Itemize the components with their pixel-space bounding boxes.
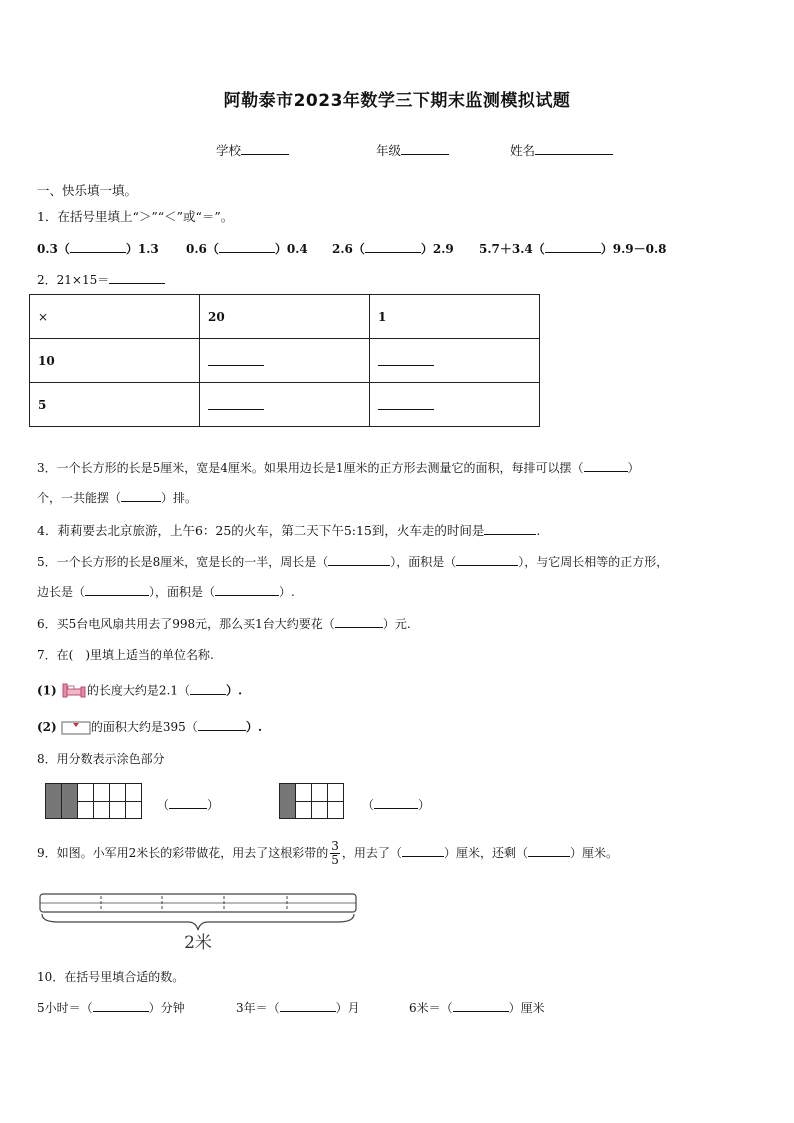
answer-blank[interactable] [378,353,434,366]
grade-blank[interactable] [401,142,449,155]
name-field [510,141,613,159]
q2-prompt: 2．21×15＝ [37,271,165,288]
answer-blank[interactable] [484,522,536,535]
q5-line1: 5．一个长方形的长是8厘米，宽是长的一半，周长是（ ），面积是（ ），与它周长相等的正方形， [37,555,669,569]
grid-cell-shaded [280,801,296,819]
q6-text: 6．买5台电风扇共用去了998元，那么买1台大约要花（ ）元. [37,617,411,631]
q10-item: 3年＝（ ）月 [236,1001,360,1015]
table-cell [200,383,370,427]
answer-blank[interactable] [453,999,509,1012]
answer-blank[interactable] [190,682,226,695]
answer-blank[interactable] [198,718,246,731]
answer-blank[interactable] [378,397,434,410]
grade-label: 年级 [376,143,402,158]
q7-item-2: (2) 的面积大约是395（ ）. [37,720,262,734]
answer-blank[interactable] [328,553,390,566]
q1-item: 0.6（ ）0.4 [186,242,308,256]
q1-item: 5.7＋3.4（ ）9.9－0.8 [479,242,667,256]
q10-prompt: 10．在括号里填合适的数。 [37,970,185,984]
fraction-grid-1-row2 [45,801,142,819]
table-corner: × [30,295,200,339]
grid-cell [312,784,328,802]
answer-blank[interactable] [374,796,418,809]
fraction-grid-2-row2 [279,801,344,819]
q8-answer-2: （ ） [362,798,431,812]
fraction-grid-1 [45,783,142,802]
grid-cell [94,784,110,802]
grid-cell [328,784,344,802]
answer-blank[interactable] [584,459,628,472]
answer-blank[interactable] [280,999,336,1012]
grid-cell [110,784,126,802]
q4-text: 4．莉莉要去北京旅游，上午6：25的火车，第二天下午5:15到，火车走的时间是 . [37,523,541,538]
answer-blank[interactable] [456,553,518,566]
q8-prompt: 8．用分数表示涂色部分 [37,752,165,766]
answer-blank[interactable] [365,240,421,253]
table-cell [370,339,540,383]
q1-item: 2.6（ ）2.9 [332,242,454,256]
q3-line2: 个，一共能摆（ ）排。 [37,491,198,505]
answer-blank[interactable] [545,240,601,253]
multiplication-table [29,294,540,427]
grid-cell [328,801,344,819]
bed-icon [61,681,87,701]
school-blank[interactable] [241,142,289,155]
q3-line1: 3．一个长方形的长是5厘米，宽是4厘米。如果用边长是1厘米的正方形去测量它的面积，每排可以摆（ ） [37,461,640,475]
grid-cell [94,801,110,819]
answer-blank[interactable] [208,353,264,366]
answer-blank[interactable] [93,999,149,1012]
q5-line2: 边长是（ ），面积是（ ）. [37,585,295,599]
grid-cell [296,801,312,819]
grid-cell [126,784,142,802]
grid-cell [78,801,94,819]
q10-item: 6米＝（ ）厘米 [409,1001,545,1015]
page-title: 阿勒泰市2023年数学三下期末监测模拟试题 [223,91,571,111]
grid-cell [126,801,142,819]
table-header: 20 [200,295,370,339]
grid-cell-shaded [280,784,296,802]
q7-prompt: 7．在( )里填上适当的单位名称. [37,648,214,662]
answer-blank[interactable] [169,796,207,809]
grid-cell [110,801,126,819]
grid-cell-shaded [62,784,78,802]
q1-item: 0.3（ ）1.3 [37,242,159,256]
grid-cell-shaded [62,801,78,819]
answer-blank[interactable] [335,615,383,628]
q1-prompt: 1．在括号里填上“＞”“＜”或“＝”。 [37,209,234,224]
grade-field [376,141,449,159]
answer-blank[interactable] [528,844,570,857]
q9-text: 9．如图。小军用2米长的彩带做花，用去了这根彩带的 $\frac{3}{5}$ ，用去了（ ）厘米，还剩（ ）厘米。 [37,839,618,867]
table-row-header: 10 [30,339,200,383]
answer-blank[interactable] [402,844,444,857]
ribbon-length-label: 2米 [184,933,212,952]
grid-cell [312,801,328,819]
answer-blank[interactable] [219,240,275,253]
school-label: 学校 [216,143,242,158]
fraction: $\frac{3}{5}$ [331,839,339,867]
grid-cell-shaded [46,801,62,819]
answer-blank[interactable] [121,489,161,502]
answer-blank[interactable] [109,271,165,284]
section-heading: 一、快乐填一填。 [37,183,138,198]
q7-item-1: (1) 的长度大约是2.1（ ）. [37,681,242,701]
grid-cell [78,784,94,802]
answer-blank[interactable] [85,583,149,596]
name-label: 姓名 [510,143,536,158]
q8-answer-1: （ ） [157,798,220,812]
fraction-grid-2 [279,783,344,802]
table-cell [200,339,370,383]
answer-blank[interactable] [70,240,126,253]
table-cell [370,383,540,427]
envelope-icon [61,720,91,736]
table-header: 1 [370,295,540,339]
school-field [216,141,289,159]
table-row-header: 5 [30,383,200,427]
answer-blank[interactable] [208,397,264,410]
grid-cell [296,784,312,802]
name-blank[interactable] [535,142,613,155]
q10-item: 5小时＝（ ）分钟 [37,1001,185,1015]
ribbon-diagram [38,890,360,952]
answer-blank[interactable] [215,583,279,596]
grid-cell-shaded [46,784,62,802]
